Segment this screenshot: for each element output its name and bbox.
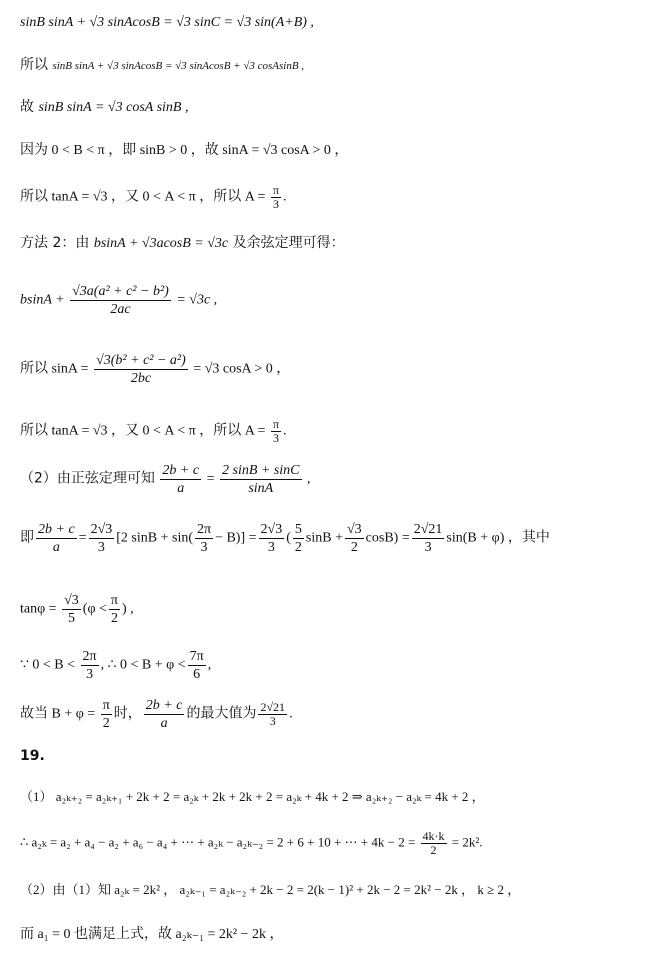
fraction: $\frac{\pi}{3}$ [272,417,280,445]
equation-line-16: （1） a₂ₖ₊₂ = a₂ₖ₊₁ + 2k + 2 = a₂ₖ + 2k + 2k + 2 = a₂ₖ + 4k + 2 ⇒ a₂ₖ₊₂ − a₂ₖ = 4k + 2 ， [20,789,485,804]
fraction: $\frac{2√21}{3}$ [260,700,286,728]
fraction: $\frac{2b + c}{a}$ [162,463,200,496]
equation-line-17: ∴ a₂ₖ = a₂ + a₄ − a₂ + a₆ − a₄ + ⋯ + a₂ₖ − a₂ₖ₋₂ = 2 + 6 + 10 + ⋯ + 4k − 2 = $\frac{4k\cdot k}{2}$ = 2k². [20,829,483,857]
equation: sinB sinA = √3 cosA sinB , [38,100,189,115]
fraction: $\frac{2\pi}{3}$ [197,522,212,555]
equation-line-4: 因为 0 < B < π ，即 sinB > 0 ，故 sinA = √3 cosA > 0 ， [20,143,349,158]
fraction: $\frac{2√3}{3}$ [90,522,113,555]
fraction: $\frac{\text{√3(b² + c² − a²)}}{2bc}$ [96,353,186,386]
equation-line-1: sinB sinA + √3 sinAcosB = √3 sinC = √3 sin(A+B) , [20,15,314,30]
method-2-line [20,233,345,254]
prefix-text: 所以 [20,57,48,73]
equation-line-14: 故当 B + φ = $\frac{\pi}{2}$ 时， $\frac{2b + c}{a}$ 的最大值为 $\frac{2√21}{3}$ . [20,698,293,731]
equation: 所以 tanA = √3 ，又 0 < A < π ，所以 A = [20,189,266,205]
fraction: $\frac{\pi}{2}$ [102,698,110,731]
suffix-text: 及余弦定理可得： [232,235,345,251]
fraction: $\frac{\text{√3a(a² + c² − b²)}}{2ac}$ [72,284,169,317]
equation-line-10: （2）由正弦定理可知 $\frac{2b + c}{a}$ = $\frac{2 \sin B + \sin C}{\sin A}$ , [20,463,311,496]
fraction: $\frac{√3}{2}$ [346,522,362,555]
equation: sinB sinA + √3 sinAcosB = √3 sinAcosB + √3 cosAsinB , [52,60,305,72]
fraction: $\frac{2√3}{3}$ [260,522,283,555]
equation-line-19: 而 a₁ = 0 也满足上式，故 a₂ₖ₋₁ = 2k² − 2k ， [20,927,284,942]
prefix-text: 故 [20,99,34,115]
fraction: $\frac{7\pi}{6}$ [189,649,204,682]
equation-line-8: 所以 sinA = $\frac{\text{√3(b² + c² − a²)}}{2bc}$ = √3 cosA > 0 ， [20,353,291,386]
equation-line-9: 所以 tanA = √3 ，又 0 < A < π ，所以 A = $\frac{\pi}{3}$ . [20,417,287,445]
fraction: $\frac{2b + c}{a}$ [38,522,75,555]
fraction: $\frac{5}{2}$ [294,522,302,555]
fraction: $\frac{2√21}{3}$ [413,522,443,555]
equation-line-7: bsinA + $\frac{\text{√3a(a² + c² − b²)}}{2ac}$ = √3c , [20,284,218,317]
fraction: $\frac{2b + c}{a}$ [145,698,183,731]
equation-line-12: tanφ = $\frac{√3}{5}$ (φ < $\frac{\pi}{2}$ ) , [20,593,134,626]
question-number: 19. [20,748,45,764]
fraction: $\frac{\pi}{2}$ [110,593,118,626]
method-label: 方法 2：由 [20,235,90,251]
equation-line-3 [20,97,188,118]
fraction: $\frac{√3}{5}$ [64,593,79,626]
equation-line-11: 即 $\frac{2b + c}{a}$ = $\frac{2√3}{3}$ [2 sinB + sin( $\frac{2\pi}{3}$ − B)] = $\frac{2√3}{3}$ ( $\frac{5}{2}$ sinB + $\frac{√3}{2}$ cosB) = $\frac{2√21}{3}$ sin(B + φ) ，其中 [20,522,550,555]
equation-line-5: 所以 tanA = √3 ，又 0 < A < π ，所以 A = $\frac{\pi}{3}$ . [20,183,287,211]
equation-line-18: （2）由（1）知 a₂ₖ = 2k² ， a₂ₖ₋₁ = a₂ₖ₋₂ + 2k − 2 = 2(k − 1)² + 2k − 2 = 2k² − 2k ， k ≥ 2 ， [20,882,521,897]
equation-line-2 [20,55,304,76]
equation-line-13: ∵ 0 < B < $\frac{2\pi}{3}$ , ∴ 0 < B + φ < $\frac{7\pi}{6}$ , [20,649,212,682]
equation: bsinA + √3acosB = √3c [93,236,229,251]
fraction: $\frac{4k\cdot k}{2}$ [422,829,445,857]
fraction: $\frac{2\pi}{3}$ [82,649,97,682]
fraction: $\frac{2 \sin B + \sin C}{\sin A}$ [222,463,300,496]
fraction: $\frac{\pi}{3}$ [272,183,280,211]
